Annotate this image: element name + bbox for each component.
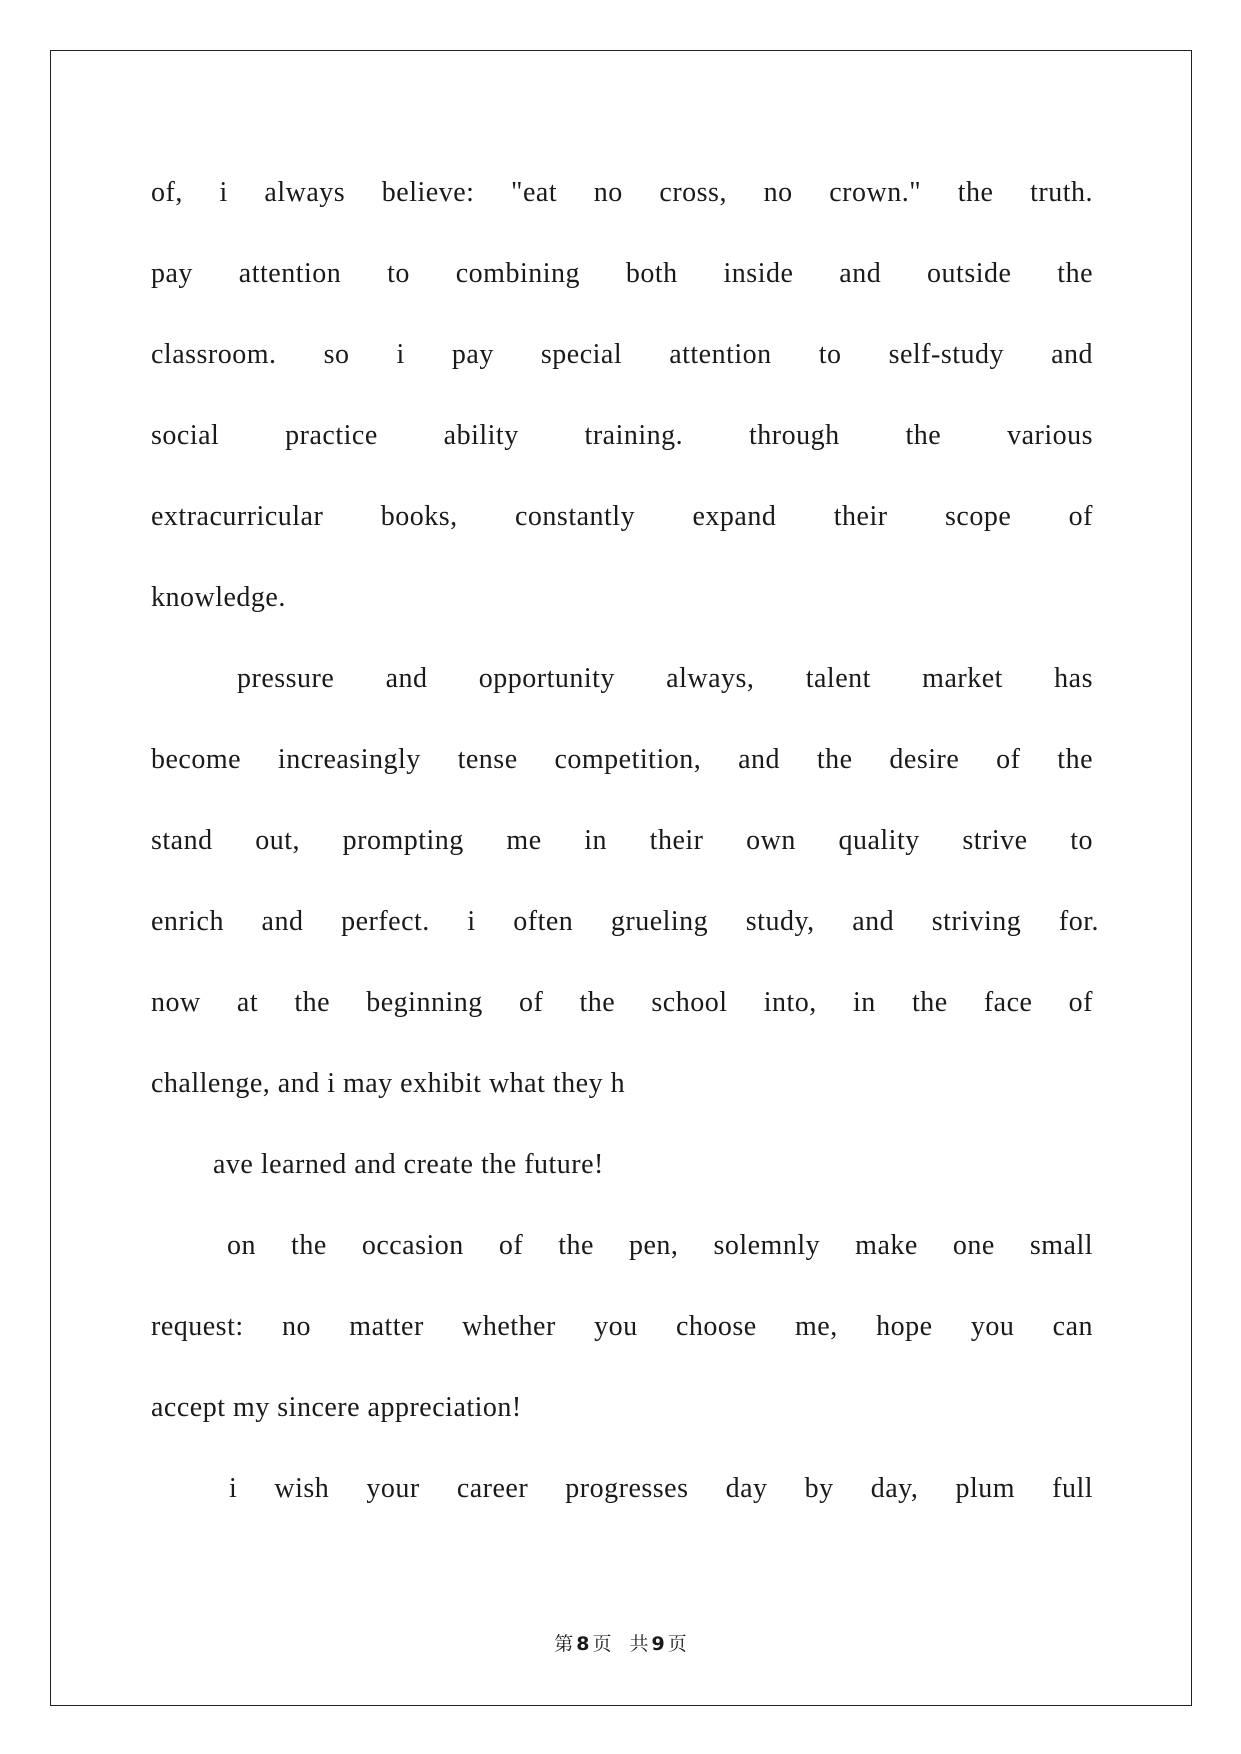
text-line: request: no matter whether you choose me, hope you can	[151, 1311, 1093, 1342]
total-prefix: 共	[629, 1633, 649, 1655]
text-line: accept my sincere appreciation!	[151, 1392, 522, 1423]
paragraph-first-line: pressure and opportunity always, talent market has	[237, 663, 1093, 694]
text-line: classroom. so i pay special attention to self-study and	[151, 339, 1093, 370]
text-line: extracurricular books, constantly expand their scope of	[151, 501, 1093, 532]
text-line: ave learned and create the future!	[213, 1149, 604, 1180]
text-line: of, i always believe: "eat no cross, no crown." the truth.	[151, 177, 1093, 208]
text-line: pay attention to combining both inside and outside the	[151, 258, 1093, 289]
total-suffix: 页	[667, 1633, 687, 1655]
text-line: become increasingly tense competition, and the desire of the	[151, 744, 1093, 775]
paragraph-first-line: on the occasion of the pen, solemnly make one small	[227, 1230, 1093, 1261]
page-border	[50, 50, 1192, 1706]
page-suffix: 页	[592, 1633, 612, 1655]
paragraph-first-line: i wish your career progresses day by day, plum full	[229, 1473, 1093, 1504]
text-line: enrich and perfect. i often grueling study, and striving for.	[151, 906, 1099, 937]
total-pages: 9	[651, 1633, 665, 1655]
text-line: social practice ability training. through the various	[151, 420, 1093, 451]
page-footer	[0, 1631, 1241, 1657]
text-line: stand out, prompting me in their own quality strive to	[151, 825, 1093, 856]
text-line: knowledge.	[151, 582, 286, 613]
text-line: challenge, and i may exhibit what they h	[151, 1068, 626, 1099]
page-number: 8	[576, 1633, 590, 1655]
text-line: now at the beginning of the school into, in the face of	[151, 987, 1093, 1018]
page-prefix: 第	[554, 1633, 574, 1655]
